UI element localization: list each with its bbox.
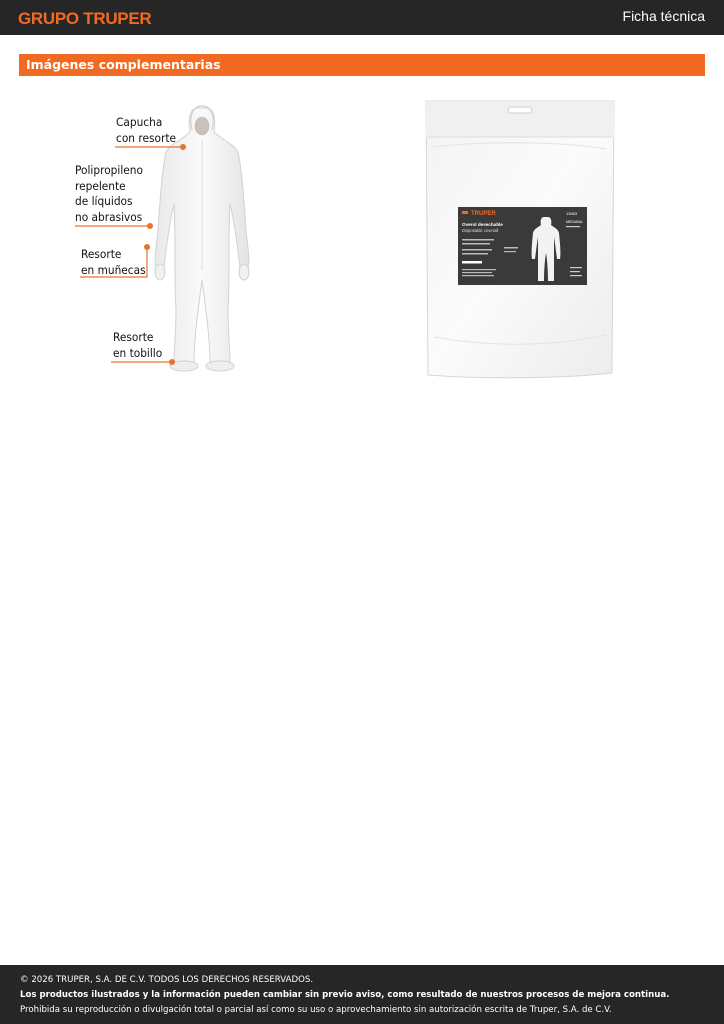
package-code: 13963 (566, 211, 578, 216)
callout-text: en tobillo (113, 345, 163, 360)
callout-material (75, 163, 143, 225)
section-title: Imágenes complementarias (26, 57, 221, 72)
package-size: MEDIANA (566, 220, 583, 224)
top-bar (0, 0, 724, 35)
grupo-truper-logo[interactable]: GRUPO TRUPER (18, 9, 152, 28)
callout-text: en muñecas (81, 262, 146, 277)
callout-hood (116, 115, 176, 146)
package-brand: TRUPER (471, 211, 496, 217)
callout-ankle (113, 330, 162, 361)
callout-text: de líquidos (75, 194, 133, 208)
package-title: Overol desechable (462, 222, 503, 227)
callout-text: con resorte (116, 130, 176, 145)
callout-text: Resorte (81, 247, 122, 261)
footer-copyright: © 2026 TRUPER, S.A. DE C.V. TODOS LOS DERECHOS RESERVADOS. (20, 975, 314, 985)
callout-text: Resorte (113, 330, 154, 344)
callout-text: no abrasivos (75, 209, 143, 224)
callout-text: Polipropileno (75, 163, 143, 177)
package-image (420, 97, 620, 382)
coverall-product-image (70, 100, 300, 385)
footer (0, 965, 724, 1024)
document-type-label: Ficha técnica (622, 8, 705, 24)
coverall-illustration (70, 100, 300, 385)
callout-wrist (81, 247, 146, 278)
section-header (19, 54, 705, 76)
footer-notice: Los productos ilustrados y la información pueden cambiar sin previo aviso, como resultado de nuestros procesos de mejora continua. (20, 990, 670, 1000)
callout-text: repelente (75, 178, 126, 193)
callout-text: Capucha (116, 115, 163, 129)
package-subtitle: Disposable coverall (462, 228, 499, 233)
footer-prohibition: Prohibida su reproducción o divulgación total o parcial así como su uso o aprovechamiento sin autorización escrita de Truper, S.A. de C.V. (20, 1005, 612, 1015)
package-illustration (420, 97, 620, 382)
